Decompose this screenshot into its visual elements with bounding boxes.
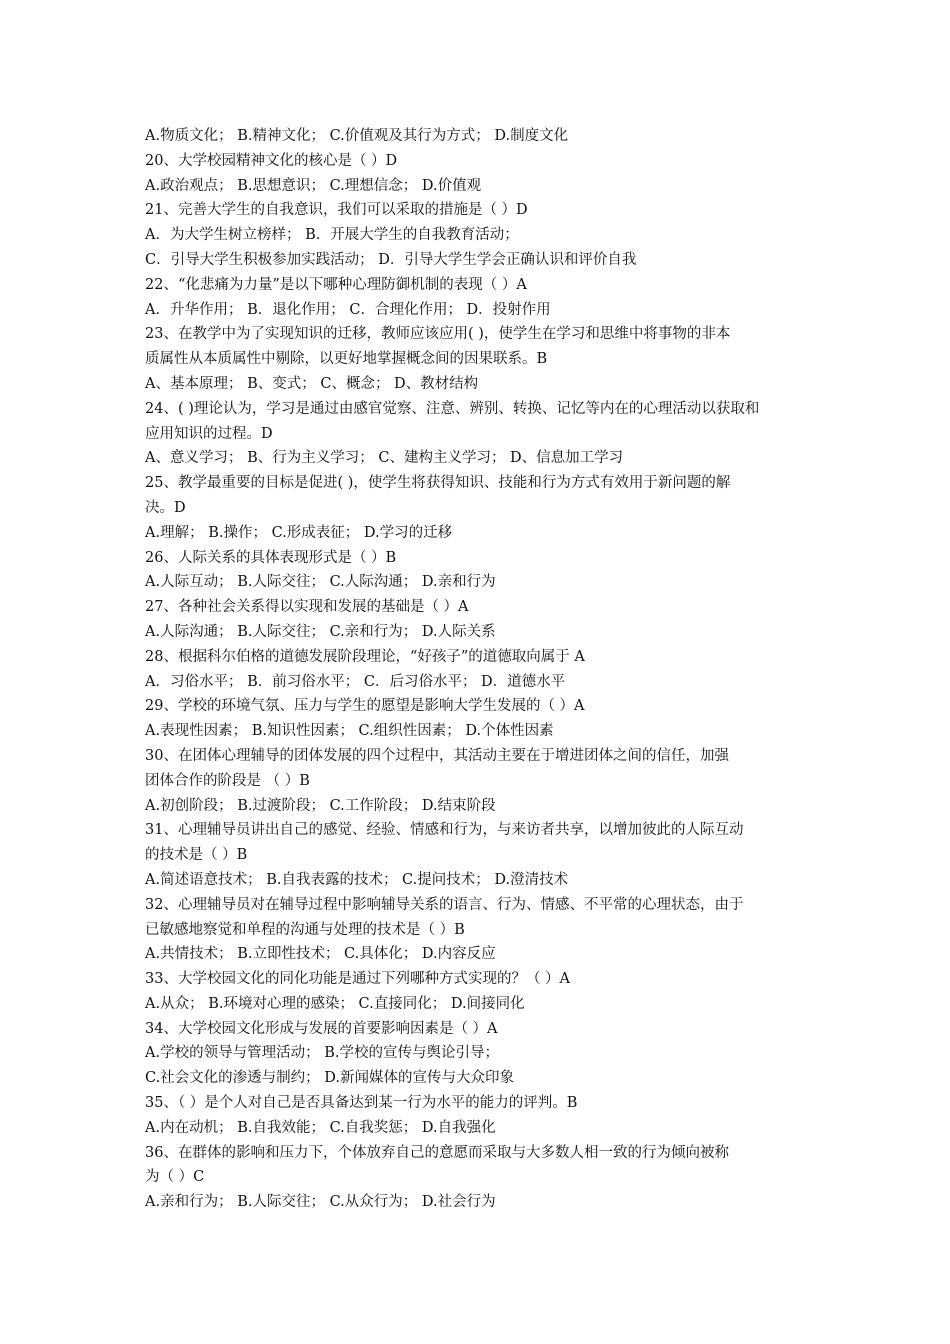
question-line: 决。D [145,499,186,516]
option-line: A．升华作用； B．退化作用； C．合理化作用； D．投射作用 [145,301,551,318]
question-line: 为（ ）C [145,1169,205,1186]
question-line: 36、在群体的影响和压力下，个体放弃自己的意愿而采取与大多数人相一致的行为倾向被称 [145,1144,729,1161]
question-line: 的技术是（ ）B [145,847,248,864]
question-line: 应用知识的过程。D [145,425,273,442]
question-line: 25、教学最重要的目标是促进( )，使学生将获得知识、技能和行为方式有效用于新问题的解 [145,475,731,492]
question-line: 29、学校的环境气氛、压力与学生的愿望是影响大学生发展的（ ）A [145,698,585,715]
document-body [145,124,815,1215]
question-line: 23、在教学中为了实现知识的迁移，教师应该应用( )，使学生在学习和思维中将事物的非本 [145,326,731,343]
question-line: 22、“化悲痛为力量”是以下哪种心理防御机制的表现（ ）A [145,276,527,293]
option-line: A、意义学习； B、行为主义学习； C、建构主义学习； D、信息加工学习 [145,450,624,467]
option-line: A.人际互动； B.人际交往； C.人际沟通； D.亲和行为 [145,574,496,591]
option-line: A.初创阶段； B.过渡阶段； C.工作阶段； D.结束阶段 [145,797,496,814]
question-line: 20、大学校园精神文化的核心是（ ）D [145,152,398,169]
question-line: 28、根据科尔伯格的道德发展阶段理论，“好孩子”的道德取向属于 A [145,648,585,665]
option-line: A、基本原理； B、变式； C、概念； D、教材结构 [145,375,479,392]
option-line: A.理解； B.操作； C.形成表征； D.学习的迁移 [145,524,453,541]
option-line: A．习俗水平； B．前习俗水平； C．后习俗水平； D．道德水平 [145,673,566,690]
option-line: A.物质文化； B.精神文化； C.价值观及其行为方式； D.制度文化 [145,128,569,144]
question-line: 团体合作的阶段是 （ ）B [145,772,310,789]
option-line: A．为大学生树立榜样； B．开展大学生的自我教育活动； [145,227,519,244]
question-line: 31、心理辅导员讲出自己的感觉、经验、情感和行为，与来访者共享，以增加彼此的人际互动 [145,822,744,839]
question-line: 30、在团体心理辅导的团体发展的四个过程中，其活动主要在于增进团体之间的信任，加强 [145,747,729,764]
question-line: 26、人际关系的具体表现形式是（ ）B [145,549,397,566]
question-line: 已敏感地察觉和单程的沟通与处理的技术是（ ）B [145,921,465,938]
option-line: A.人际沟通； B.人际交往； C.亲和行为； D.人际关系 [145,623,496,640]
option-line: A.简述语意技术； B.自我表露的技术； C.提问技术； D.澄清技术 [145,871,569,888]
question-line: 27、各种社会关系得以实现和发展的基础是（ ）A [145,599,469,616]
option-line: A.内在动机； B.自我效能； C.自我奖惩； D.自我强化 [145,1119,496,1136]
option-line: C.社会文化的渗透与制约； D.新闻媒体的宣传与大众印象 [145,1070,515,1087]
option-line: C．引导大学生积极参加实践活动； D．引导大学生学会正确认识和评价自我 [145,251,637,268]
option-line: A.学校的领导与管理活动； B.学校的宣传与舆论引导； [145,1045,499,1062]
option-line: A.共情技术； B.立即性技术； C.具体化； D.内容反应 [145,946,496,963]
question-line: 24、( )理论认为，学习是通过由感官觉察、注意、辨别、转换、记忆等内在的心理活动以获取和 [145,400,760,417]
question-line: 32、心理辅导员对在辅导过程中影响辅导关系的语言、行为、情感、不平常的心理状态，由于 [145,896,744,913]
option-line: A.表现性因素； B.知识性因素； C.组织性因素； D.个体性因素 [145,723,554,740]
question-line: 33、大学校园文化的同化功能是通过下列哪种方式实现的？（ ）A [145,971,571,988]
option-line: A.从众； B.环境对心理的感染； C.直接同化； D.间接同化 [145,995,525,1012]
question-line: 35、（ ）是个人对自己是否具备达到某一行为水平的能力的评判。B [145,1095,578,1112]
option-line: A.亲和行为； B.人际交往； C.从众行为； D.社会行为 [145,1194,496,1211]
question-line: 21、完善大学生的自我意识，我们可以采取的措施是（ ）D [145,202,528,219]
question-line: 质属性从本质属性中剔除，以更好地掌握概念间的因果联系。B [145,351,548,368]
option-line: A.政治观点； B.思想意识； C.理想信念； D.价值观 [145,177,482,194]
question-line: 34、大学校园文化形成与发展的首要影响因素是（ ）A [145,1020,498,1037]
